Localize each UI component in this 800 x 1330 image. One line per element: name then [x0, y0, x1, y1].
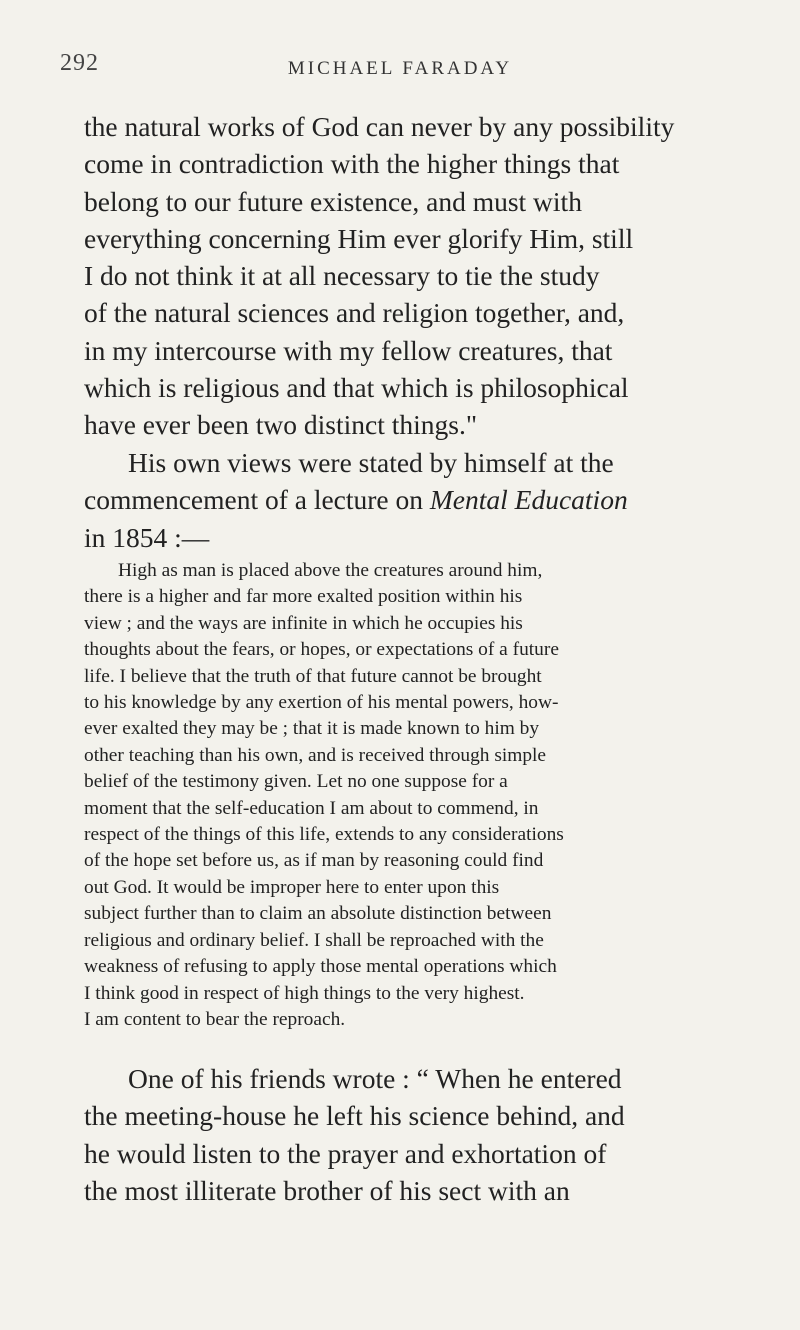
quote-line: respect of the things of this life, extends to any considerations — [84, 824, 564, 846]
text-line: in 1854 :— — [84, 521, 210, 553]
quote-line: subject further than to claim an absolute distinction between — [84, 903, 552, 925]
text-line: have ever been two distinct things." — [84, 409, 478, 441]
text-line: he would listen to the prayer and exhortation of — [84, 1137, 607, 1169]
text-line: belong to our future existence, and must with — [84, 185, 582, 217]
text-line: the most illiterate brother of his sect with an — [84, 1174, 570, 1206]
quote-line: I am content to bear the reproach. — [84, 1008, 346, 1030]
quote-line: other teaching than his own, and is received through simple — [84, 744, 547, 766]
quote-line: out God. It would be improper here to enter upon this — [84, 876, 500, 898]
block-quotation — [84, 558, 734, 1033]
quote-line: religious and ordinary belief. I shall be reproached with the — [84, 929, 544, 951]
text-line: of the natural sciences and religion together, and, — [84, 297, 625, 329]
text-line — [84, 481, 734, 518]
quote-line: thoughts about the fears, or hopes, or expectations of a future — [84, 639, 559, 661]
text-line: which is religious and that which is philosophical — [84, 372, 629, 404]
paragraph-continuation — [84, 108, 734, 444]
paragraph-friend-quote — [84, 1060, 734, 1209]
page-number: 292 — [60, 50, 99, 76]
running-title: MICHAEL FARADAY — [287, 58, 513, 79]
quote-line: belief of the testimony given. Let no one suppose for a — [84, 771, 508, 793]
text-segment: commencement of a lecture on — [84, 484, 430, 516]
quote-line: weakness of refusing to apply those mental operations which — [84, 956, 557, 978]
text-line: in my intercourse with my fellow creatures, that — [84, 334, 613, 366]
quote-line: life. I believe that the truth of that future cannot be brought — [84, 665, 542, 687]
quote-line: ever exalted they may be ; that it is made known to him by — [84, 718, 540, 740]
text-line: the natural works of God can never by any possibility — [84, 111, 675, 142]
quote-line: of the hope set before us, as if man by reasoning could find — [84, 850, 544, 872]
text-line: everything concerning Him ever glorify Him, still — [84, 222, 634, 254]
lecture-title: Mental Education — [429, 484, 628, 516]
text-line: come in contradiction with the higher things that — [84, 148, 620, 180]
text-line: One of his friends wrote : “ When he entered — [128, 1063, 622, 1094]
quote-line: I think good in respect of high things to the very highest. — [84, 982, 525, 1004]
quote-line: High as man is placed above the creatures around him, — [118, 560, 543, 581]
quote-line: to his knowledge by any exertion of his mental powers, how- — [84, 692, 559, 714]
text-line: His own views were stated by himself at the — [128, 447, 614, 478]
quote-line: view ; and the ways are infinite in which he occupies his — [84, 612, 523, 634]
quote-line: there is a higher and far more exalted position within his — [84, 586, 523, 608]
paragraph-lecture-intro — [84, 444, 734, 556]
quote-line: moment that the self-education I am about to commend, in — [84, 797, 539, 819]
text-line: the meeting-house he left his science behind, and — [84, 1100, 625, 1132]
text-line: I do not think it at all necessary to tie the study — [84, 260, 600, 292]
